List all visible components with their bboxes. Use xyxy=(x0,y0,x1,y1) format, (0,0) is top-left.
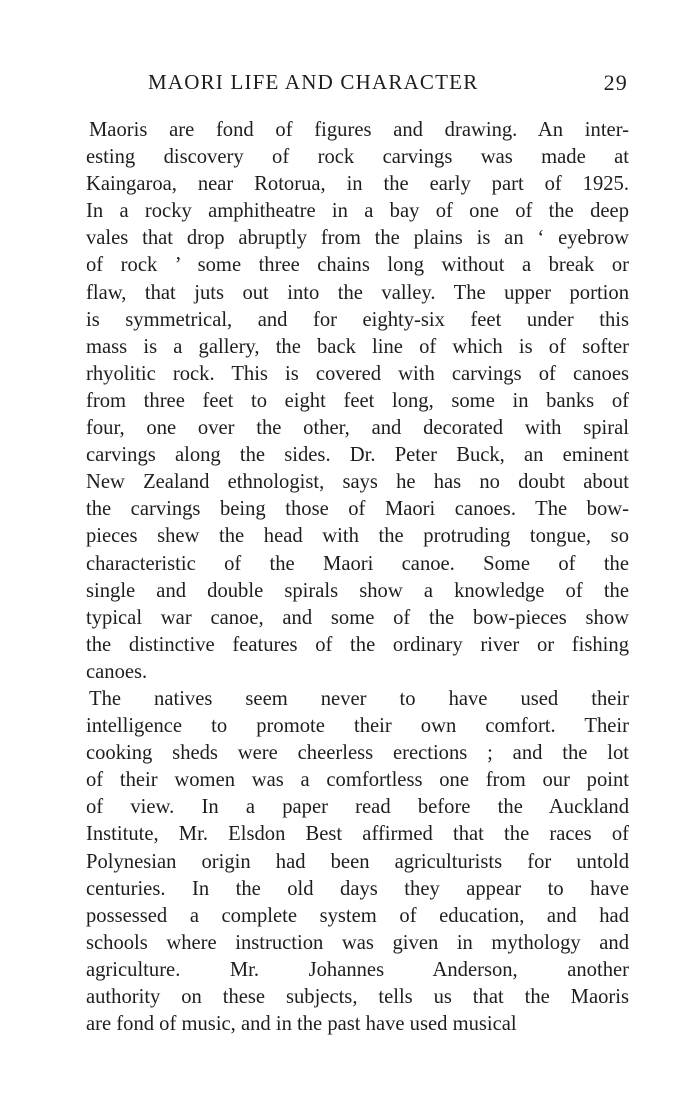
text-line: rhyolitic rock. This is covered with carvings of canoes xyxy=(86,362,629,385)
text-line: typical war canoe, and some of the bow-pieces show xyxy=(86,606,629,629)
text-line: authority on these subjects, tells us that the Maoris xyxy=(86,986,629,1008)
running-head xyxy=(148,70,628,102)
body-text xyxy=(86,117,629,1038)
text-line: Kaingaroa, near Rotorua, in the early part of 1925. xyxy=(86,173,629,196)
text-line: the carvings being those of Maori canoes. The bow- xyxy=(86,498,629,521)
text-line: single and double spirals show a knowledge of the xyxy=(86,579,629,602)
text-line: is symmetrical, and for eighty-six feet under this xyxy=(86,308,629,331)
text-line: In a rocky amphitheatre in a bay of one of the deep xyxy=(86,200,629,223)
text-line: Institute, Mr. Elsdon Best affirmed that the races of xyxy=(86,823,629,846)
text-line: canoes. xyxy=(86,660,148,683)
text-line: are fond of music, and in the past have used musical xyxy=(86,1013,517,1036)
text-line: cooking sheds were cheerless erections ; and the lot xyxy=(86,742,629,765)
text-line: possessed a complete system of education, and had xyxy=(86,904,629,927)
running-title: MAORI LIFE AND CHARACTER xyxy=(148,70,479,94)
text-line: of view. In a paper read before the Auckland xyxy=(86,796,629,819)
text-line: New Zealand ethnologist, says he has no doubt about xyxy=(86,471,629,494)
paragraph xyxy=(86,686,629,1038)
text-line: four, one over the other, and decorated with spiral xyxy=(86,417,629,440)
text-line: carvings along the sides. Dr. Peter Buck, an eminent xyxy=(86,444,629,467)
text-line: of their women was a comfortless one from our point xyxy=(86,769,629,792)
text-line: esting discovery of rock carvings was made at xyxy=(86,146,629,169)
text-line: from three feet to eight feet long, some in banks of xyxy=(86,389,629,412)
text-line: the distinctive features of the ordinary river or fishing xyxy=(86,633,629,656)
text-line: characteristic of the Maori canoe. Some of the xyxy=(86,552,629,575)
text-line: intelligence to promote their own comfort. Their xyxy=(86,715,629,738)
text-line: mass is a gallery, the back line of which is of softer xyxy=(86,335,629,358)
text-line: pieces shew the head with the protruding tongue, so xyxy=(86,525,629,548)
text-line: Polynesian origin had been agriculturists for untold xyxy=(86,850,629,873)
text-line: vales that drop abruptly from the plains is an ‘ eyebrow xyxy=(86,227,629,250)
text-line: centuries. In the old days they appear to have xyxy=(86,877,629,900)
text-line: flaw, that juts out into the valley. The upper portion xyxy=(86,281,629,304)
paragraph xyxy=(86,117,629,686)
text-line: Maoris are fond of figures and drawing. An inter- xyxy=(89,119,629,141)
text-line: of rock ’ some three chains long without a break or xyxy=(86,254,629,277)
text-line: schools where instruction was given in mythology and xyxy=(86,931,629,954)
text-line: The natives seem never to have used their xyxy=(89,687,629,710)
text-line: agriculture. Mr. Johannes Anderson, another xyxy=(86,958,629,981)
page-number: 29 xyxy=(603,70,628,95)
